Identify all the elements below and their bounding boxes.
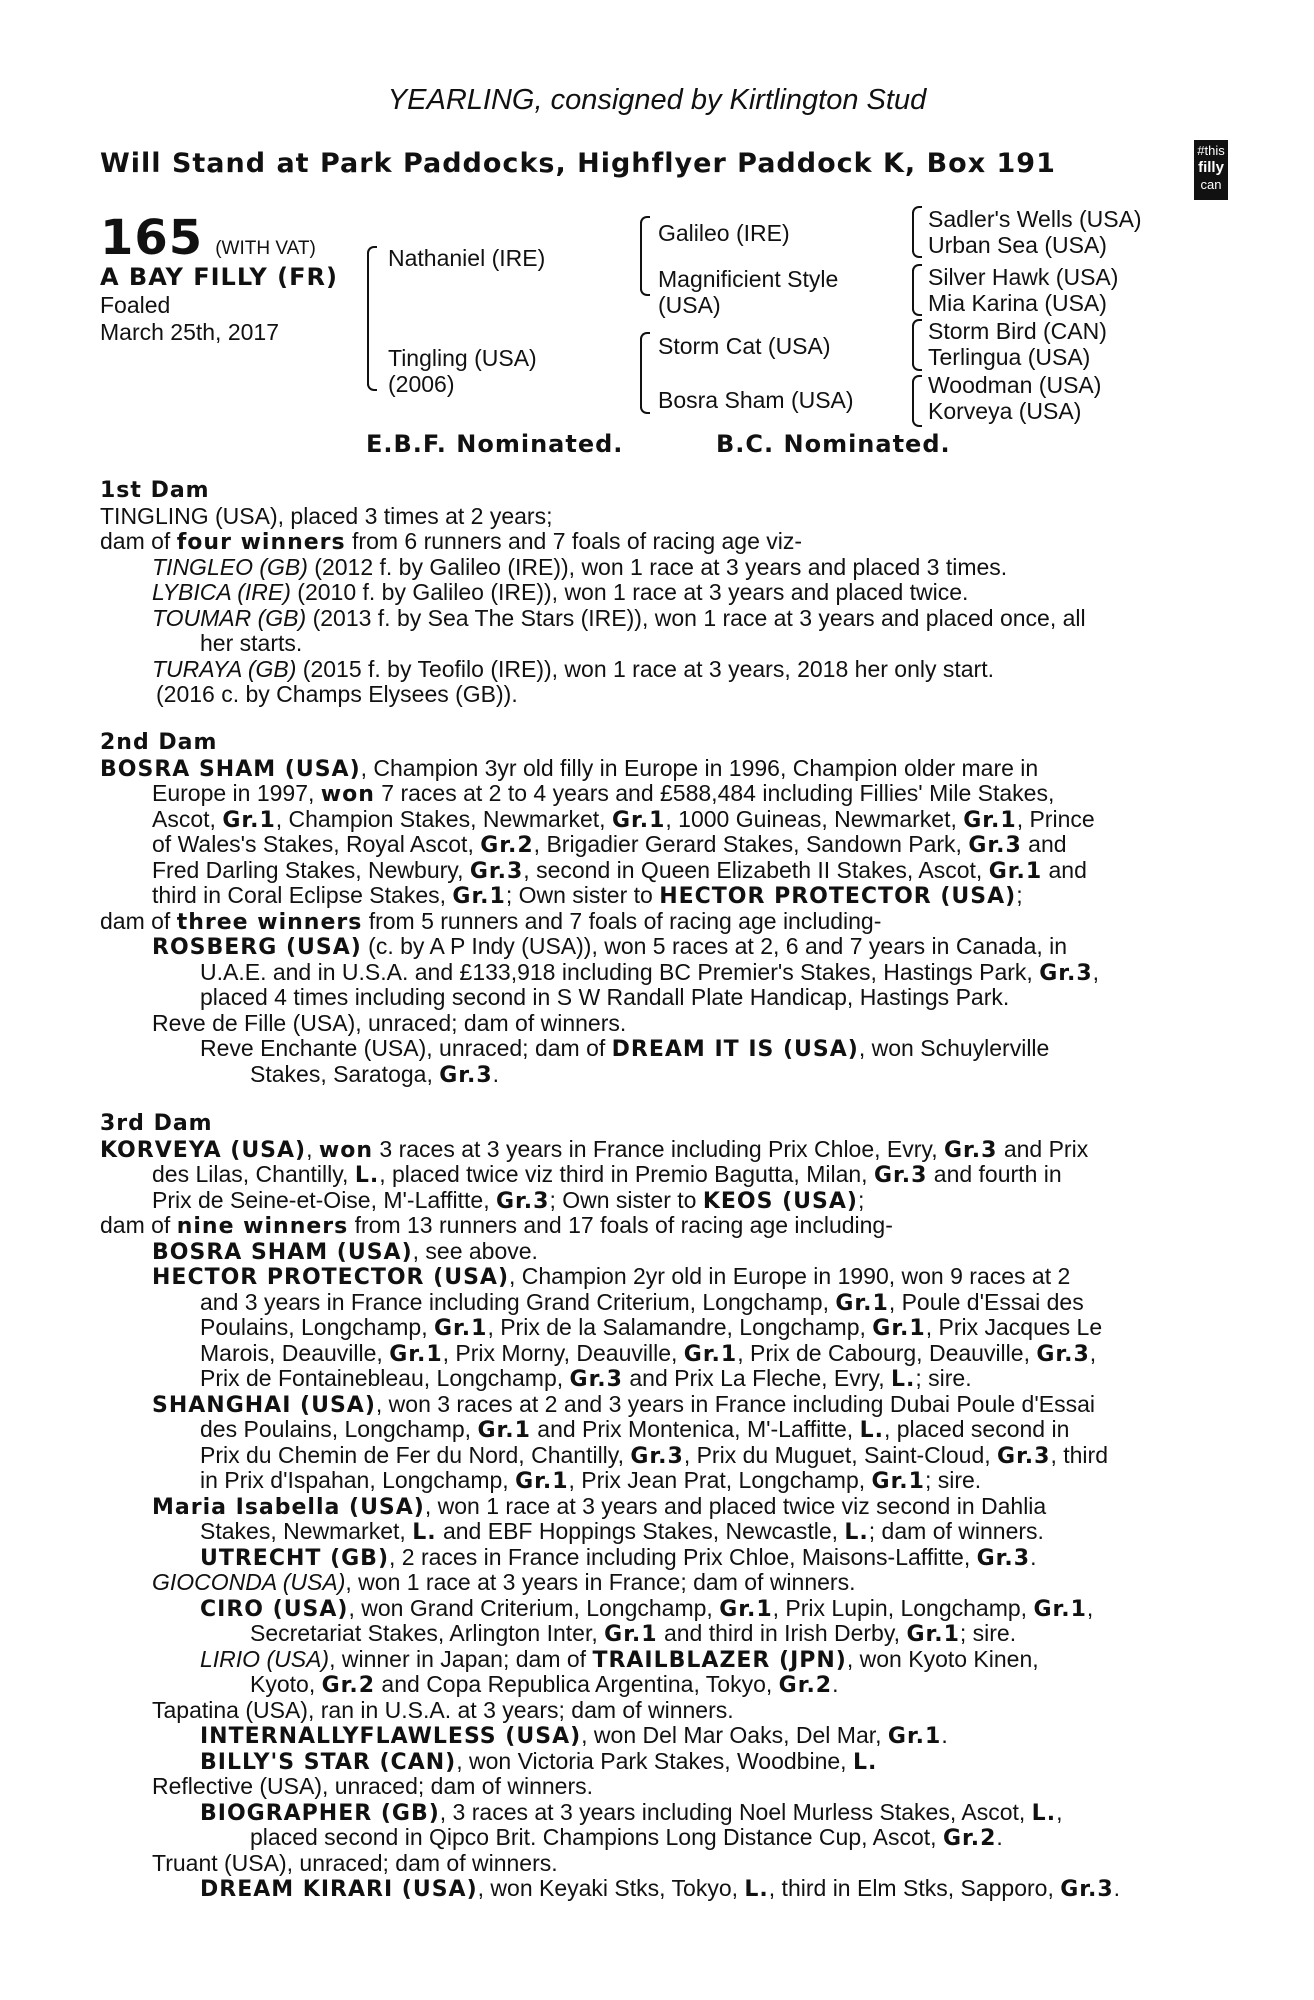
text-run: , won 1 race at 3 years in France; dam of winners.	[345, 1569, 856, 1595]
text-run: Gr.1	[871, 1469, 925, 1494]
text-run: Gr.3	[630, 1443, 684, 1469]
text-run: L.	[412, 1520, 437, 1545]
text-run: Secretariat Stakes, Arlington Inter,	[250, 1620, 605, 1646]
pedigree-gen3: Storm Bird (CAN)	[928, 318, 1107, 344]
text-run: Kyoto,	[250, 1671, 322, 1697]
text-line	[200, 1468, 981, 1495]
text-line: (2016 c. by Champs Elysees (GB)).	[156, 681, 518, 707]
pedigree-dam-year: (2006)	[388, 371, 455, 397]
text-run: Gr.1	[604, 1622, 658, 1647]
text-run: third in Coral Eclipse Stakes,	[152, 882, 453, 908]
pedigree-gen3: Sadler's Wells (USA)	[928, 206, 1142, 232]
text-run: from 13 runners and 17 foals of racing age including-	[348, 1212, 893, 1238]
text-line	[152, 657, 994, 683]
text-run: ; sire.	[915, 1365, 972, 1391]
text-run: BILLY'S STAR (CAN)	[200, 1749, 457, 1775]
text-run: Gr.1	[988, 858, 1043, 884]
text-run: Gr.2	[321, 1673, 376, 1698]
text-line	[250, 1672, 839, 1699]
text-line	[152, 1570, 855, 1596]
text-line	[200, 1290, 1084, 1317]
text-run: , Prix du Muguet, Saint-Cloud,	[683, 1441, 998, 1468]
text-run: dam of	[100, 528, 177, 554]
stand-location: Will Stand at Park Paddocks, Highflyer Paddock K, Box 191	[100, 148, 1056, 179]
text-run: DREAM KIRARI (USA)	[200, 1877, 478, 1902]
text-run: Gr.2	[778, 1673, 833, 1698]
text-run: Gr.1	[452, 884, 506, 909]
text-run: , Champion Stakes, Newmarket,	[275, 805, 612, 832]
text-line	[200, 1723, 948, 1750]
text-run: .	[492, 1060, 500, 1087]
text-line: placed 4 times including second in S W Randall Plate Handicap, Hastings Park.	[200, 984, 1010, 1010]
pedigree-bracket	[912, 381, 914, 421]
pedigree-sire-dam-country: (USA)	[658, 292, 721, 318]
text-line	[200, 1315, 1102, 1342]
text-run: Prix du Chemin de Fer du Nord, Chantilly,	[200, 1441, 631, 1468]
text-run: Stakes, Newmarket,	[200, 1518, 413, 1544]
text-run: ROSBERG (USA)	[152, 935, 362, 960]
pedigree-dam: Tingling (USA)	[388, 345, 537, 371]
text-run: (c. by A P Indy (USA)), won 5 races at 2, 6 and 7 years in Canada, in	[361, 933, 1068, 959]
text-line	[100, 1137, 1088, 1164]
text-run: Gr.1	[389, 1341, 443, 1367]
text-line: TINGLING (USA), placed 3 times at 2 years;	[100, 502, 553, 529]
text-run: L.	[859, 1418, 884, 1443]
text-run: INTERNALLYFLAWLESS (USA)	[200, 1724, 582, 1749]
text-run: , see above.	[412, 1237, 538, 1264]
text-line	[100, 529, 802, 556]
text-run: , Prix de Cabourg, Deauville,	[737, 1339, 1037, 1366]
text-run: Gr.1	[683, 1341, 738, 1367]
text-run: and	[1021, 831, 1067, 857]
text-run: UTRECHT (GB)	[200, 1545, 389, 1571]
text-run: (2013 f. by Sea The Stars (IRE)), won 1 race at 3 years and placed once, all	[306, 604, 1086, 631]
pedigree-gen3: Silver Hawk (USA)	[928, 264, 1119, 290]
text-run: .	[996, 1824, 1003, 1850]
text-run: Gr.1	[434, 1316, 488, 1341]
text-run: Gr.3	[968, 833, 1022, 858]
text-line	[152, 606, 1086, 632]
text-line: Reve de Fille (USA), unraced; dam of winners.	[152, 1009, 627, 1036]
text-run: GIOCONDA (USA)	[152, 1569, 346, 1595]
text-run: Gr.3	[976, 1545, 1031, 1571]
text-line	[152, 1188, 864, 1215]
text-run: Gr.3	[469, 858, 524, 884]
text-line	[100, 909, 881, 936]
text-run: ; sire.	[924, 1467, 982, 1493]
vat-note: (WITH VAT)	[215, 238, 316, 259]
text-run: ;	[857, 1186, 865, 1213]
text-line	[200, 1341, 1096, 1368]
horse-name: A BAY FILLY (FR)	[100, 263, 338, 291]
text-line	[152, 555, 1007, 581]
text-run: Stakes, Saratoga,	[250, 1060, 440, 1087]
third-dam-heading: 3rd Dam	[100, 1111, 213, 1136]
text-run: of Wales's Stakes, Royal Ascot,	[152, 831, 481, 857]
text-run: .	[832, 1671, 839, 1697]
text-run: TOUMAR (GB)	[152, 604, 307, 631]
pedigree-sire: Nathaniel (IRE)	[388, 245, 546, 271]
text-run: Prix de Seine-et-Oise, M'-Laffitte,	[152, 1186, 496, 1213]
text-run: U.A.E. and in U.S.A. and £133,918 including BC Premier's Stakes, Hastings Park,	[200, 958, 1040, 985]
text-line: Tapatina (USA), ran in U.S.A. at 3 years; dam of winners.	[152, 1696, 734, 1723]
text-run: can	[1200, 177, 1222, 192]
text-line	[152, 807, 1095, 834]
text-run: Gr.3	[1060, 1877, 1114, 1902]
text-run: (2010 f. by Galileo (IRE)), won 1 race at 3 years and placed twice.	[290, 579, 969, 605]
text-run: LYBICA (IRE)	[152, 579, 291, 605]
pedigree-bracket	[367, 252, 369, 385]
text-run: .	[941, 1722, 948, 1748]
text-run: Gr.1	[963, 807, 1017, 833]
text-run: three winners	[176, 909, 363, 935]
text-run: Europe in 1997,	[152, 780, 321, 806]
text-run: Poulains, Longchamp,	[200, 1314, 434, 1340]
text-run: , 2 races in France including Prix Chloe, Maisons-Laffitte,	[389, 1543, 977, 1570]
text-line	[200, 1443, 1108, 1470]
text-run: , third	[1050, 1441, 1108, 1468]
text-line	[250, 1621, 1016, 1648]
text-run: four winners	[176, 530, 346, 555]
text-run: and Prix La Fleche, Evry,	[622, 1365, 891, 1391]
lot-number	[100, 210, 316, 266]
text-run: , third in Elm Stks, Sapporo,	[768, 1875, 1061, 1901]
text-run: Gr.1	[906, 1622, 960, 1647]
text-run: TRAILBLAZER (JPN)	[592, 1647, 847, 1673]
pedigree-bracket	[912, 270, 914, 310]
text-run: DREAM IT IS (USA)	[611, 1037, 859, 1062]
pedigree-gen3: Korveya (USA)	[928, 398, 1082, 424]
pedigree-dam-dam: Bosra Sham (USA)	[658, 387, 854, 413]
text-run: and Prix Montenica, M'-Laffitte,	[530, 1416, 860, 1442]
text-run: .	[1030, 1543, 1037, 1570]
text-run: Gr.3	[496, 1188, 550, 1214]
pedigree-bracket	[912, 325, 914, 365]
pedigree-bracket	[640, 338, 642, 408]
text-run: dam of	[100, 907, 177, 934]
text-run: , placed twice viz third in Premio Bagutta, Milan,	[379, 1161, 874, 1187]
pedigree-gen3: Woodman (USA)	[928, 372, 1102, 398]
text-line	[152, 1162, 1062, 1189]
text-run: ,	[1092, 958, 1100, 985]
text-run: , Champion 2yr old in Europe in 1990, won 9 races at 2	[509, 1263, 1071, 1289]
text-run: Gr.3	[944, 1137, 998, 1163]
text-run: Prix de Fontainebleau, Longchamp,	[200, 1365, 570, 1391]
text-run: , won Keyaki Stks, Tokyo,	[477, 1875, 745, 1901]
bc-nominated: B.C. Nominated.	[716, 430, 951, 458]
text-line	[200, 1749, 877, 1776]
text-run: , won Schuylerville	[858, 1035, 1050, 1061]
pedigree-gen3: Terlingua (USA)	[928, 344, 1091, 370]
pedigree-bracket	[912, 212, 914, 252]
text-run: Maria Isabella (USA)	[152, 1494, 425, 1520]
second-dam-heading: 2nd Dam	[100, 730, 218, 755]
text-line	[152, 883, 1023, 910]
pedigree-bracket	[640, 222, 642, 290]
text-run: L.	[1031, 1800, 1057, 1826]
text-line	[152, 858, 1087, 885]
text-line	[152, 580, 968, 606]
text-run: won	[320, 782, 375, 807]
text-run: Gr.2	[480, 833, 534, 858]
text-run: ; dam of winners.	[868, 1518, 1044, 1544]
pedigree-sire-sire: Galileo (IRE)	[658, 220, 790, 246]
text-run: des Lilas, Chantilly,	[152, 1161, 355, 1187]
text-run: , Prix Lupin, Longchamp,	[772, 1594, 1034, 1621]
text-run: des Poulains, Longchamp,	[200, 1416, 478, 1442]
text-run: , won 3 races at 2 and 3 years in France including Dubai Poule d'Essai	[375, 1390, 1095, 1417]
text-run: Marois, Deauville,	[200, 1339, 390, 1366]
text-run: L.	[354, 1163, 380, 1188]
text-run: HECTOR PROTECTOR (USA)	[659, 884, 1017, 909]
text-run: Gr.1	[222, 807, 276, 833]
text-run: KEOS (USA)	[702, 1188, 858, 1214]
text-run: #this	[1197, 143, 1225, 158]
text-run: , Prix Jean Prat, Longchamp,	[568, 1467, 872, 1493]
text-line	[200, 960, 1099, 987]
text-line	[200, 1800, 1062, 1827]
text-run: ; Own sister to	[549, 1186, 703, 1213]
text-run: , Prince	[1016, 805, 1095, 832]
ebf-nominated: E.B.F. Nominated.	[366, 430, 624, 458]
text-run: Gr.1	[872, 1316, 926, 1341]
text-run: , Prix Morny, Deauville,	[442, 1339, 684, 1366]
text-run: , won 1 race at 3 years and placed twice viz second in Dahlia	[424, 1492, 1047, 1519]
text-run: , 1000 Guineas, Newmarket,	[665, 805, 964, 832]
text-run: Gr.3	[873, 1163, 928, 1188]
text-run: 7 races at 2 to 4 years and £588,484 including Fillies' Mile Stakes,	[374, 780, 1055, 806]
text-run: 165	[100, 210, 204, 266]
pedigree-sire-dam: Magnificient Style	[658, 266, 839, 292]
text-run: , Brigadier Gerard Stakes, Sandown Park,	[533, 831, 969, 857]
text-run: Gr.2	[942, 1826, 997, 1851]
pedigree-dam-sire: Storm Cat (USA)	[658, 333, 831, 359]
first-dam-heading: 1st Dam	[100, 478, 210, 503]
text-line	[152, 1264, 1070, 1291]
text-run: Gr.1	[611, 807, 666, 833]
text-run: HECTOR PROTECTOR (USA)	[152, 1265, 509, 1290]
pedigree-gen3: Urban Sea (USA)	[928, 232, 1107, 258]
text-run: LIRIO (USA)	[200, 1645, 330, 1672]
text-run: dam of	[100, 1212, 177, 1238]
text-run: filly	[1198, 159, 1224, 176]
text-run: , won Kyoto Kinen,	[846, 1645, 1039, 1672]
text-run: L.	[890, 1367, 916, 1392]
text-run: Gr.3	[1039, 960, 1093, 986]
text-run: ; Own sister to	[505, 882, 660, 908]
text-run: ,	[1056, 1798, 1063, 1825]
text-run: ;	[1016, 882, 1023, 908]
text-run: , Poule d'Essai des	[888, 1288, 1084, 1315]
text-run: , won Victoria Park Stakes, Woodbine,	[456, 1747, 853, 1774]
text-line	[152, 781, 1054, 808]
text-line	[200, 1876, 1120, 1903]
text-run: TINGLEO (GB)	[152, 553, 308, 580]
text-run: 3 races at 3 years in France including Prix Chloe, Evry,	[373, 1135, 944, 1162]
text-run: , placed second in	[883, 1416, 1070, 1442]
text-run: Gr.1	[477, 1418, 531, 1443]
text-line	[250, 1062, 499, 1089]
text-line	[200, 1366, 972, 1393]
text-run: L.	[852, 1749, 878, 1775]
text-run: from 5 runners and 7 foals of racing age including-	[362, 907, 882, 934]
text-run: ,	[1086, 1594, 1094, 1621]
foaled-label: Foaled	[100, 292, 171, 318]
page-title: YEARLING, consigned by Kirtlington Stud	[387, 84, 927, 116]
text-run: , won Del Mar Oaks, Del Mar,	[581, 1722, 888, 1748]
text-line	[152, 1392, 1095, 1419]
text-run: won	[318, 1137, 374, 1163]
text-run: nine winners	[176, 1214, 349, 1239]
text-run: SHANGHAI (USA)	[152, 1392, 376, 1418]
text-line: Truant (USA), unraced; dam of winners.	[152, 1849, 558, 1876]
text-run: placed second in Qipco Brit. Champions Long Distance Cup, Ascot,	[250, 1824, 943, 1850]
text-run: and EBF Hoppings Stakes, Newcastle,	[436, 1518, 845, 1544]
text-run: CIRO (USA)	[200, 1596, 349, 1622]
text-run: BIOGRAPHER (GB)	[200, 1800, 440, 1826]
text-run: Gr.3	[997, 1443, 1051, 1469]
text-line	[152, 1239, 538, 1266]
text-line: her starts.	[200, 630, 303, 656]
text-run: , second in Queen Elizabeth II Stakes, Ascot,	[523, 856, 989, 883]
text-run: L.	[744, 1877, 769, 1902]
text-line	[100, 756, 1038, 783]
text-line	[200, 1545, 1036, 1572]
text-run: TURAYA (GB)	[152, 655, 297, 682]
text-line	[200, 1596, 1093, 1623]
text-run: (2012 f. by Galileo (IRE)), won 1 race at 3 years and placed 3 times.	[307, 553, 1008, 580]
text-line	[200, 1417, 1069, 1444]
text-run: Gr.1	[1033, 1596, 1087, 1622]
text-line	[250, 1825, 1003, 1852]
text-run: Gr.1	[515, 1469, 569, 1494]
text-run: Gr.1	[719, 1596, 773, 1622]
text-run: ,	[1089, 1339, 1097, 1366]
text-line	[200, 1519, 1044, 1546]
text-line	[152, 832, 1067, 859]
text-run: BOSRA SHAM (USA)	[100, 756, 361, 782]
text-run: , winner in Japan; dam of	[329, 1645, 593, 1672]
text-run: , Champion 3yr old filly in Europe in 1996, Champion older mare in	[360, 754, 1039, 781]
text-line	[200, 1647, 1039, 1674]
text-run: , 3 races at 3 years including Noel Murless Stakes, Ascot,	[439, 1798, 1032, 1825]
text-run: Gr.3	[569, 1367, 623, 1392]
text-run: Gr.1	[887, 1724, 942, 1749]
text-run: and	[1042, 856, 1087, 883]
text-line	[152, 1494, 1046, 1521]
text-run: and fourth in	[927, 1161, 1062, 1187]
text-run: and Copa Republica Argentina, Tokyo,	[375, 1671, 779, 1697]
text-run: L.	[844, 1520, 869, 1545]
text-run: BOSRA SHAM (USA)	[152, 1239, 413, 1265]
text-line: Reflective (USA), unraced; dam of winners.	[152, 1773, 594, 1799]
text-run: , Prix de la Salamandre, Longchamp,	[487, 1314, 873, 1340]
text-run: and 3 years in France including Grand Criterium, Longchamp,	[200, 1288, 836, 1315]
text-run: Fred Darling Stakes, Newbury,	[152, 856, 470, 883]
text-run: , Prix Jacques Le	[925, 1314, 1103, 1340]
text-run: Reve Enchante (USA), unraced; dam of	[200, 1035, 612, 1061]
this-filly-can-logo	[1194, 140, 1228, 200]
text-run: KORVEYA (USA)	[100, 1137, 307, 1163]
text-run: and third in Irish Derby,	[657, 1620, 907, 1646]
text-run: ; sire.	[959, 1620, 1017, 1646]
pedigree-gen3: Mia Karina (USA)	[928, 290, 1107, 316]
text-run: in Prix d'Ispahan, Longchamp,	[200, 1467, 516, 1493]
text-run: and Prix	[997, 1135, 1089, 1162]
text-run: ,	[306, 1135, 319, 1162]
foaled-date: March 25th, 2017	[100, 319, 280, 345]
text-run: .	[1113, 1875, 1121, 1901]
text-run: (2015 f. by Teofilo (IRE)), won 1 race at 3 years, 2018 her only start.	[296, 655, 994, 682]
text-run: from 6 runners and 7 foals of racing age viz-	[345, 528, 803, 554]
text-run: , won Grand Criterium, Longchamp,	[348, 1594, 720, 1621]
text-line	[100, 1213, 893, 1240]
text-run: Gr.1	[835, 1290, 889, 1316]
text-line	[152, 934, 1067, 961]
text-run: Gr.3	[1036, 1341, 1090, 1367]
text-line	[200, 1036, 1049, 1063]
text-run: Gr.3	[439, 1062, 493, 1088]
text-run: Ascot,	[152, 805, 223, 832]
